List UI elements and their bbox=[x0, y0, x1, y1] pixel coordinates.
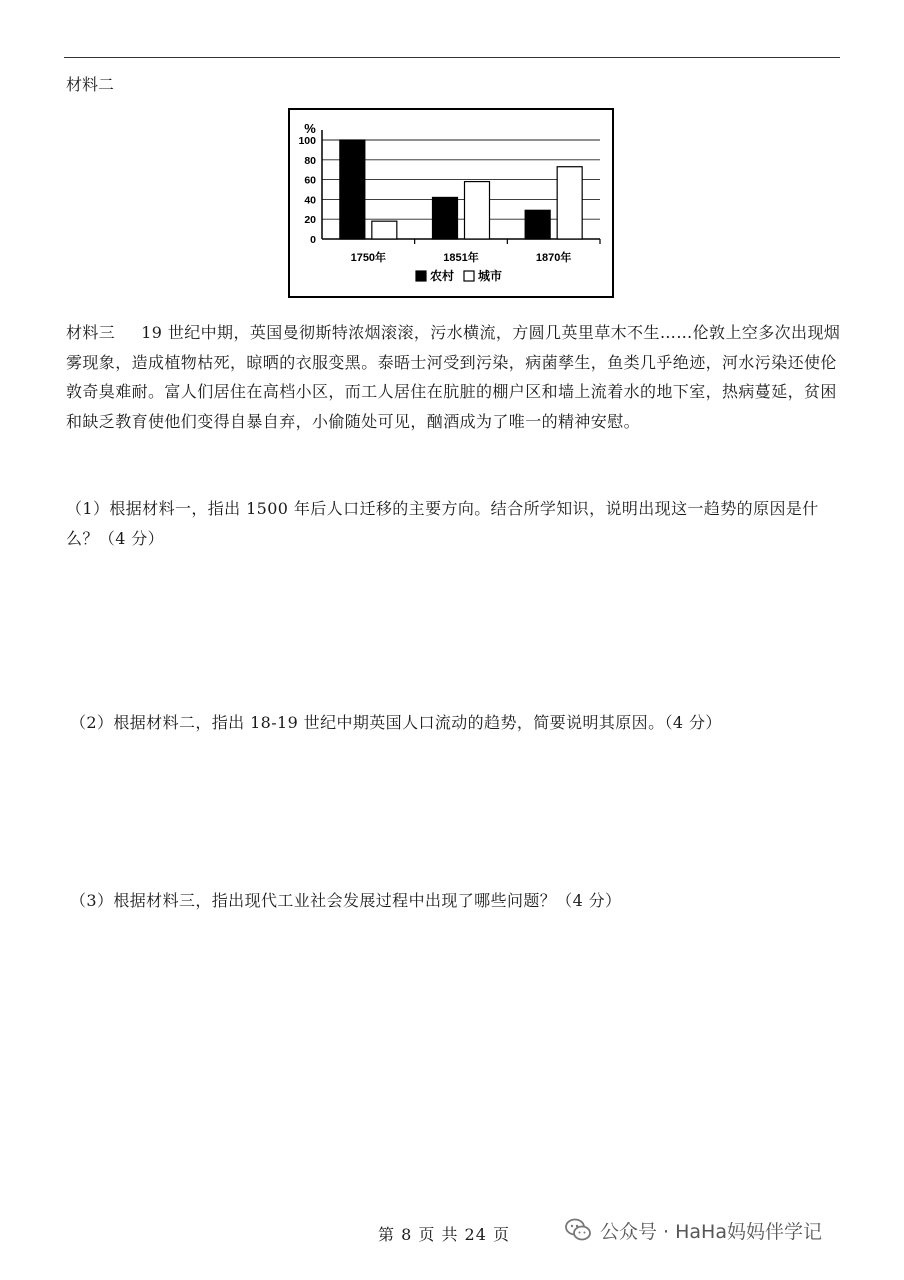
question-2: （2）根据材料二，指出 18-19 世纪中期英国人口流动的趋势，简要说明其原因。（4 分） bbox=[70, 713, 722, 732]
bar-urban bbox=[465, 182, 490, 239]
bar-urban bbox=[557, 167, 582, 239]
chart-svg bbox=[288, 108, 614, 298]
legend-swatch bbox=[464, 271, 474, 281]
header-rule bbox=[64, 57, 840, 58]
material2-label: 材料二 bbox=[66, 75, 115, 94]
watermark bbox=[564, 1216, 822, 1244]
legend-swatch bbox=[416, 271, 426, 281]
question-3: （3）根据材料三，指出现代工业社会发展过程中出现了哪些问题？（4 分） bbox=[70, 891, 622, 910]
material3-text: 19 世纪中期，英国曼彻斯特浓烟滚滚，污水横流，方圆几英里草木不生……伦敦上空多次出现烟雾现象，造成植物枯死，晾晒的衣服变黑。泰晤士河受到污染，病菌孳生，鱼类几乎绝迹，河水污染还使伦敦奇臭难耐。富人们居住在高档小区，而工人居住在肮脏的棚户区和墙上流着水的地下室，热病蔓延，贫困和缺乏教育使他们变得自暴自弃，小偷随处可见，酗酒成为了唯一的精神安慰。 bbox=[66, 323, 841, 431]
x-tick-label: 1851年 bbox=[443, 252, 479, 264]
legend-label: 城市 bbox=[478, 269, 503, 283]
x-tick-label: 1870年 bbox=[535, 252, 572, 264]
y-tick-label: 40 bbox=[304, 194, 316, 207]
y-tick-label: 60 bbox=[304, 174, 316, 187]
y-tick-label: 20 bbox=[304, 214, 316, 227]
bar-rural bbox=[525, 210, 550, 239]
y-tick-label: 80 bbox=[304, 154, 316, 167]
page-number: 第 8 页 共 24 页 bbox=[378, 1225, 510, 1244]
bar-urban bbox=[372, 221, 397, 239]
bar-rural bbox=[340, 140, 365, 239]
material3-label: 材料三 bbox=[66, 323, 116, 342]
bar-rural bbox=[433, 197, 458, 239]
x-tick-label: 1750年 bbox=[350, 252, 387, 264]
population-bar-chart bbox=[288, 108, 614, 298]
y-axis-label: % bbox=[304, 121, 316, 136]
wechat-icon bbox=[564, 1216, 592, 1244]
question-1: （1）根据材料一，指出 1500 年后人口迁移的主要方向。结合所学知识，说明出现这一趋势的原因是什么？（4 分） bbox=[66, 499, 819, 548]
y-tick-label: 100 bbox=[298, 135, 316, 147]
watermark-text: 公众号 · HaHa妈妈伴学记 bbox=[600, 1220, 822, 1243]
legend-label: 农村 bbox=[430, 269, 455, 283]
material3-paragraph bbox=[66, 318, 846, 436]
y-tick-label: 0 bbox=[310, 234, 316, 246]
